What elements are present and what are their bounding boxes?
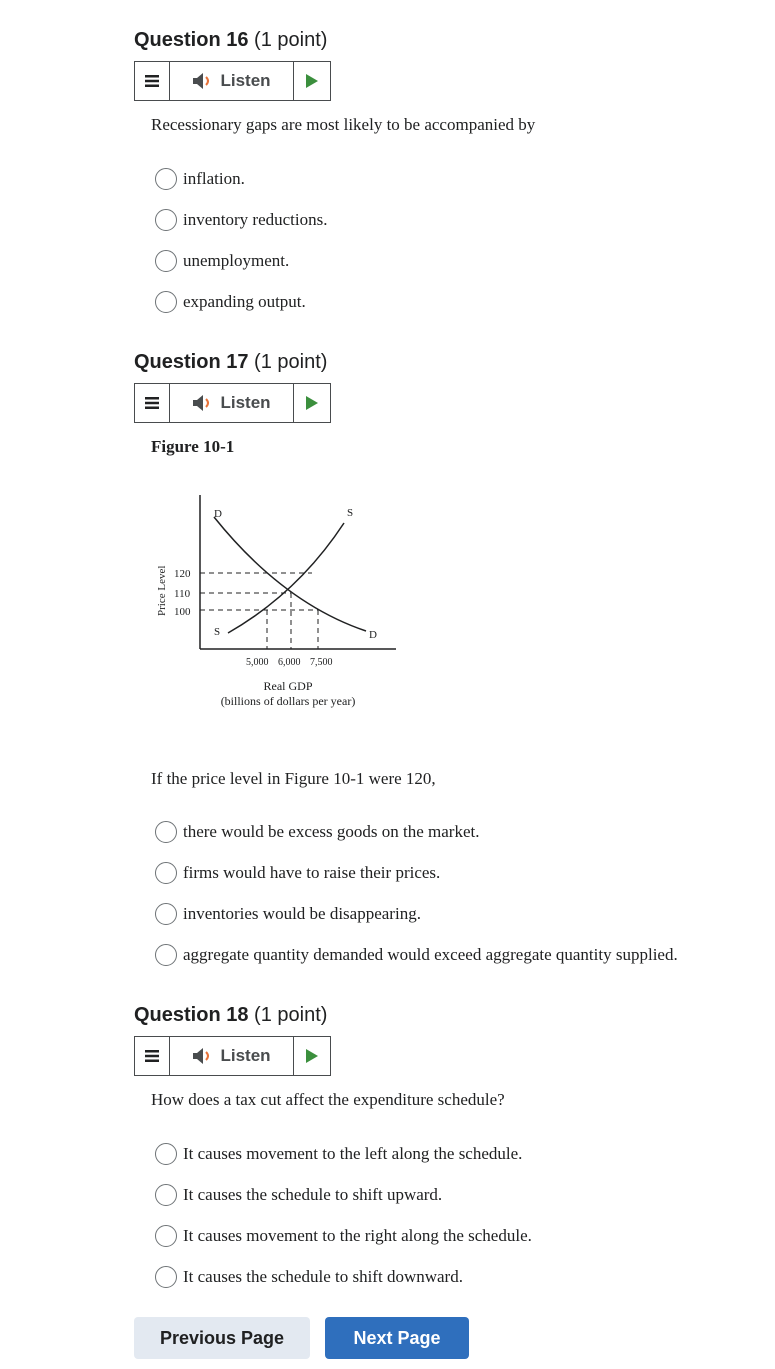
answer-option[interactable]: expanding output. [155,290,306,314]
menu-button[interactable] [135,1037,170,1075]
demand-curve [214,517,366,631]
question-text: How does a tax cut affect the expenditure schedule? [151,1090,505,1109]
y-axis-label: Price Level [156,565,168,616]
figure-10-1-chart [148,485,408,715]
answer-option[interactable]: aggregate quantity demanded would exceed aggregate quantity supplied. [155,943,678,967]
answer-option[interactable]: It causes the schedule to shift downward. [155,1265,463,1289]
answer-option[interactable]: inflation. [155,167,245,191]
y-tick-120: 120 [174,568,191,580]
next-page-button[interactable]: Next Page [325,1317,469,1359]
speaker-icon [192,72,214,90]
answer-option[interactable]: there would be excess goods on the market. [155,820,479,844]
radio-button[interactable] [155,862,177,884]
question-18-title: Question 18 (1 point) [134,1004,328,1026]
question-text: Recessionary gaps are most likely to be accompanied by [151,115,536,134]
answer-option[interactable]: It causes the schedule to shift upward. [155,1183,442,1207]
answer-option[interactable]: unemployment. [155,249,289,273]
play-icon [306,74,318,88]
menu-icon [145,396,159,410]
radio-button[interactable] [155,1266,177,1288]
radio-button[interactable] [155,821,177,843]
play-button[interactable] [294,384,330,422]
supply-curve [228,523,344,633]
radio-button[interactable] [155,209,177,231]
listen-button[interactable]: Listen [170,62,294,100]
radio-button[interactable] [155,944,177,966]
figure-title: Figure 10-1 [151,437,235,456]
answer-option[interactable]: It causes movement to the right along the schedule. [155,1224,532,1248]
radio-button[interactable] [155,1225,177,1247]
listen-button[interactable]: Listen [170,384,294,422]
menu-button[interactable] [135,62,170,100]
speaker-icon [192,394,214,412]
answer-option[interactable]: inventory reductions. [155,208,327,232]
radio-button[interactable] [155,291,177,313]
answer-option[interactable]: firms would have to raise their prices. [155,861,440,885]
radio-button[interactable] [155,1143,177,1165]
supply-label-top: S [347,507,354,519]
question-16-title: Question 16 (1 point) [134,29,328,51]
x-axis-sublabel: (billions of dollars per year) [220,694,356,708]
demand-label-top: D [214,508,222,520]
listen-button[interactable]: Listen [170,1037,294,1075]
x-tick-5000: 5,000 [246,657,269,668]
play-icon [306,396,318,410]
play-button[interactable] [294,62,330,100]
x-tick-6000: 6,000 [278,657,301,668]
answer-option[interactable]: inventories would be disappearing. [155,902,421,926]
question-text: If the price level in Figure 10-1 were 120, [151,769,436,788]
speaker-icon [192,1047,214,1065]
listen-toolbar [134,1036,331,1076]
menu-button[interactable] [135,384,170,422]
x-axis-label: Real GDP [263,679,313,693]
menu-icon [145,1049,159,1063]
play-icon [306,1049,318,1063]
menu-icon [145,74,159,88]
question-17-title: Question 17 (1 point) [134,351,328,373]
radio-button[interactable] [155,168,177,190]
previous-page-button[interactable]: Previous Page [134,1317,310,1359]
y-tick-100: 100 [174,606,191,618]
answer-option[interactable]: It causes movement to the left along the schedule. [155,1142,522,1166]
radio-button[interactable] [155,250,177,272]
demand-label-bottom: D [369,629,377,641]
radio-button[interactable] [155,903,177,925]
listen-toolbar [134,383,331,423]
listen-toolbar [134,61,331,101]
radio-button[interactable] [155,1184,177,1206]
x-tick-7500: 7,500 [310,657,333,668]
supply-label-bottom: S [214,626,221,638]
y-tick-110: 110 [174,588,191,600]
play-button[interactable] [294,1037,330,1075]
